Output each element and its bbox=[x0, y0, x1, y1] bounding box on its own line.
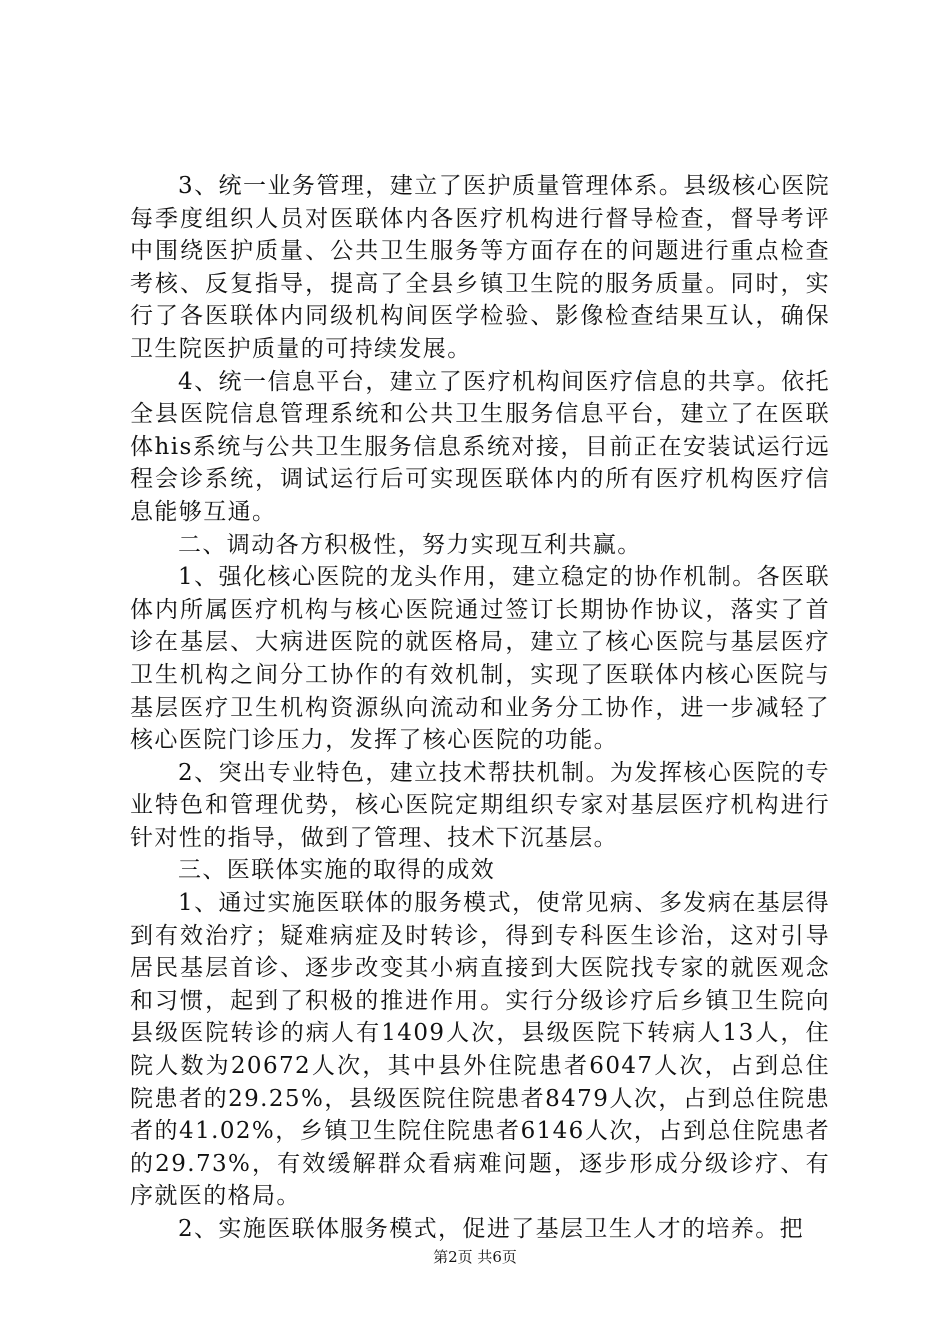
paragraph-technical-support: 2、突出专业特色，建立技术帮扶机制。为发挥核心医院的专业特色和管理优势，核心医院定期组织专家对基层医疗机构进行针对性的指导，做到了管理、技术下沉基层。 bbox=[130, 759, 830, 851]
paragraph-results-statistics: 1、通过实施医联体的服务模式，使常见病、多发病在基层得到有效治疗；疑难病症及时转诊，得到专科医生诊治，这对引导居民基层首诊、逐步改变其小病直接到大医院找专家的就医观念和习惯，起到了积极的推进作用。实行分级诊疗后乡镇卫生院向县级医院转诊的病人有1409人次，县级医院下转病人13人，住院人数为20672人次，其中县外住院患者6047人次，占到总住院患者的29.25%，县级医院住院患者8479人次，占到总住院患者的41.02%，乡镇卫生院住院患者6146人次，占到总住院患者的29.73%，有效缓解群众看病难问题，逐步形成分级诊疗、有序就医的格局。 bbox=[130, 890, 830, 1210]
page-number-footer: 第2页 共6页 bbox=[433, 1248, 517, 1266]
document-body bbox=[130, 170, 830, 1246]
paragraph-4-information-platform: 4、统一信息平台，建立了医疗机构间医疗信息的共享。依托全县医院信息管理系统和公共卫生服务信息平台，建立了在医联体his系统与公共卫生服务信息系统对接，目前正在安装试运行远程会诊系统，调试运行后可实现医联体内的所有医疗机构医疗信息能够互通。 bbox=[130, 368, 830, 525]
section-heading-2: 二、调动各方积极性，努力实现互利共赢。 bbox=[178, 531, 642, 558]
paragraph-core-hospital-role: 1、强化核心医院的龙头作用，建立稳定的协作机制。各医联体内所属医疗机构与核心医院通过签订长期协作协议，落实了首诊在基层、大病进医院的就医格局，建立了核心医院与基层医疗卫生机构之间分工协作的有效机制，实现了医联体内核心医院与基层医疗卫生机构资源纵向流动和业务分工协作，进一步减轻了核心医院门诊压力，发挥了核心医院的功能。 bbox=[130, 564, 830, 754]
paragraph-talent-training: 2、实施医联体服务模式，促进了基层卫生人才的培养。把 bbox=[178, 1216, 805, 1242]
section-heading-3: 三、医联体实施的取得的成效 bbox=[178, 857, 496, 884]
paragraph-3-business-management: 3、统一业务管理，建立了医护质量管理体系。县级核心医院每季度组织人员对医联体内各医疗机构进行督导检查，督导考评中围绕医护质量、公共卫生服务等方面存在的问题进行重点检查考核、反复指导，提高了全县乡镇卫生院的服务质量。同时，实行了各医联体内同级机构间医学检验、影像检查结果互认，确保卫生院医护质量的可持续发展。 bbox=[130, 173, 830, 362]
